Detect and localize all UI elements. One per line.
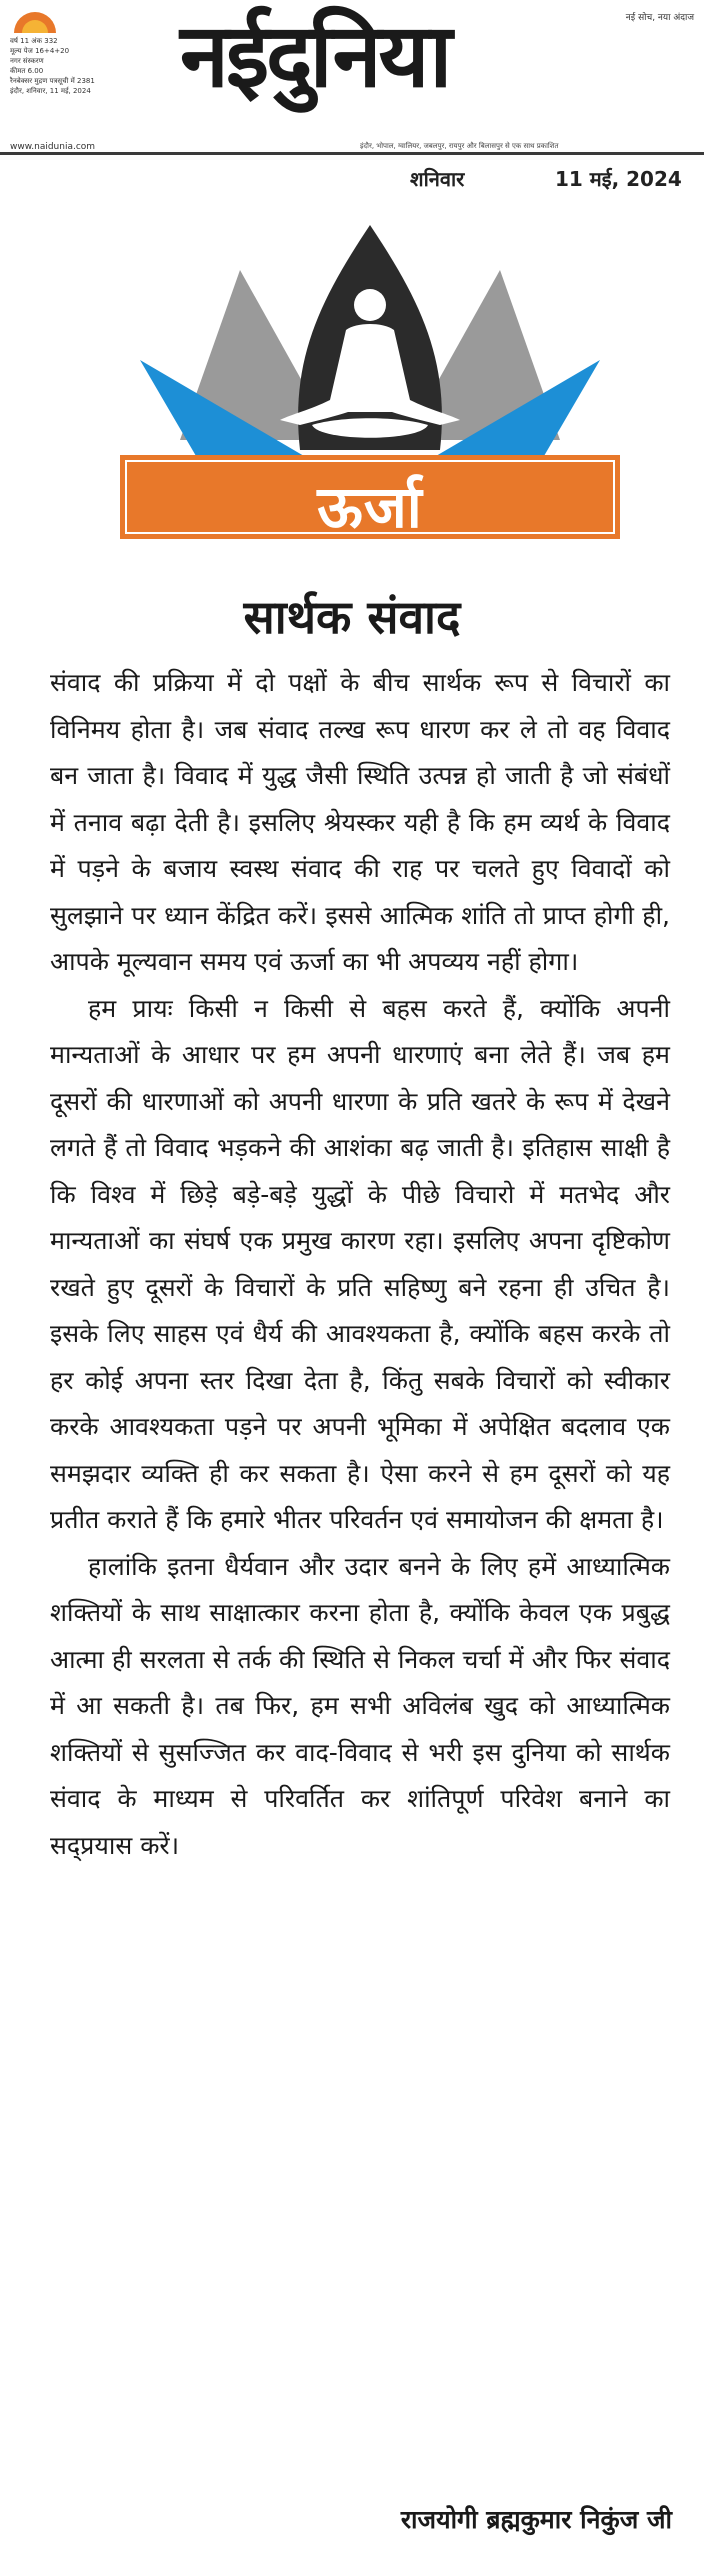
column-label: ऊर्जा bbox=[317, 473, 423, 541]
article-body bbox=[50, 660, 670, 1869]
meta-line: रैनबेक्सर मुद्रण पत्रसूची में 2381 bbox=[10, 77, 95, 85]
sun-logo-icon bbox=[12, 10, 58, 34]
meta-line: नगर संस्करण bbox=[10, 57, 44, 65]
meta-line: कीमत 6.00 bbox=[10, 67, 44, 75]
dateline bbox=[0, 160, 704, 194]
article-paragraph: हालांकि इतना धैर्यवान और उदार बनने के लिए हमें आध्यात्मिक शक्तियों के साथ साक्षात्कार करना होता है, क्योंकि केवल एक प्रबुद्ध आत्मा ही सरलता से तर्क की स्थिति से निकल चर्चा में और फिर संवाद में आ सकती है। तब फिर, हम सभी अविलंब खुद को आध्यात्मिक शक्तियों से सुसज्जित कर वाद-विवाद से भरी इस दुनिया को सार्थक संवाद के माध्यम से परिवर्तित कर शांतिपूर्ण परिवेश बनाने का सद्प्रयास करें। bbox=[50, 1551, 670, 1860]
newspaper-brand: नईदुनिया bbox=[180, 4, 450, 107]
date-label: 11 मई, 2024 bbox=[555, 167, 682, 191]
masthead bbox=[0, 0, 704, 140]
editions-line: इंदौर, भोपाल, ग्वालियर, जबलपुर, रायपुर और बिलासपुर से एक साथ प्रकाशित bbox=[360, 142, 559, 150]
masthead-rule bbox=[0, 152, 704, 155]
meta-line: वर्ष 11 अंक 332 bbox=[10, 37, 58, 45]
column-banner bbox=[120, 210, 620, 550]
author-byline: राजयोगी ब्रह्मकुमार निकुंज जी bbox=[400, 2505, 672, 2534]
tagline: नई सोच, नया अंदाज bbox=[625, 13, 694, 23]
article-paragraph: हम प्रायः किसी न किसी से बहस करते हैं, क्योंकि अपनी मान्यताओं के आधार पर हम अपनी धारणाएं बना लेते हैं। जब हम दूसरों की धारणाओं को अपनी धारणा के प्रति खतरे के रूप में देखने लगते हैं तो विवाद भड़कने की आशंका बढ़ जाती है। इतिहास साक्षी है कि विश्व में छिड़े बड़े-बड़े युद्धों के पीछे विचारो में मतभेद और मान्यताओं का संघर्ष एक प्रमुख कारण रहा। इसलिए अपना दृष्टिकोण रखते हुए दूसरों के विचारों के प्रति सहिष्णु बने रहना ही उचित है। इसके लिए साहस एवं धैर्य की आवश्यकता है, क्योंकि बहस करके तो हर कोई अपना स्तर दिखा देता है, किंतु सबके विचारों को स्वीकार करके आवश्यकता पड़ने पर अपनी भूमिका में अपेक्षित बदलाव एक समझदार व्यक्ति ही कर सकता है। ऐसा करने से हम दूसरों को यह प्रतीत कराते हैं कि हमारे भीतर परिवर्तन एवं समायोजन की क्षमता है। bbox=[50, 993, 670, 1534]
article-paragraph: संवाद की प्रक्रिया में दो पक्षों के बीच सार्थक रूप से विचारों का विनिमय होता है। जब संवाद तल्ख रूप धारण कर ले तो वह विवाद बन जाता है। विवाद में युद्ध जैसी स्थिति उत्पन्न हो जाती है जो संबंधों में तनाव बढ़ा देती है। इसलिए श्रेयस्कर यही है कि हम व्यर्थ के विवाद में पड़ने के बजाय स्वस्थ संवाद की राह पर चलते हुए विवादों को सुलझाने पर ध्यान केंद्रित करें। इससे आत्मिक शांति तो प्राप्त होगी ही, आपके मूल्यवान समय एवं ऊर्जा का भी अपव्यय नहीं होगा। bbox=[50, 668, 670, 976]
article-headline: सार्थक संवाद bbox=[243, 590, 461, 644]
site-url[interactable]: www.naidunia.com bbox=[10, 142, 96, 152]
meta-line: इंदौर, शनिवार, 11 मई, 2024 bbox=[10, 87, 91, 95]
day-label: शनिवार bbox=[410, 167, 465, 191]
edition-meta bbox=[10, 36, 170, 96]
meta-line: मूल्य पेज 16+4+20 bbox=[10, 47, 70, 55]
